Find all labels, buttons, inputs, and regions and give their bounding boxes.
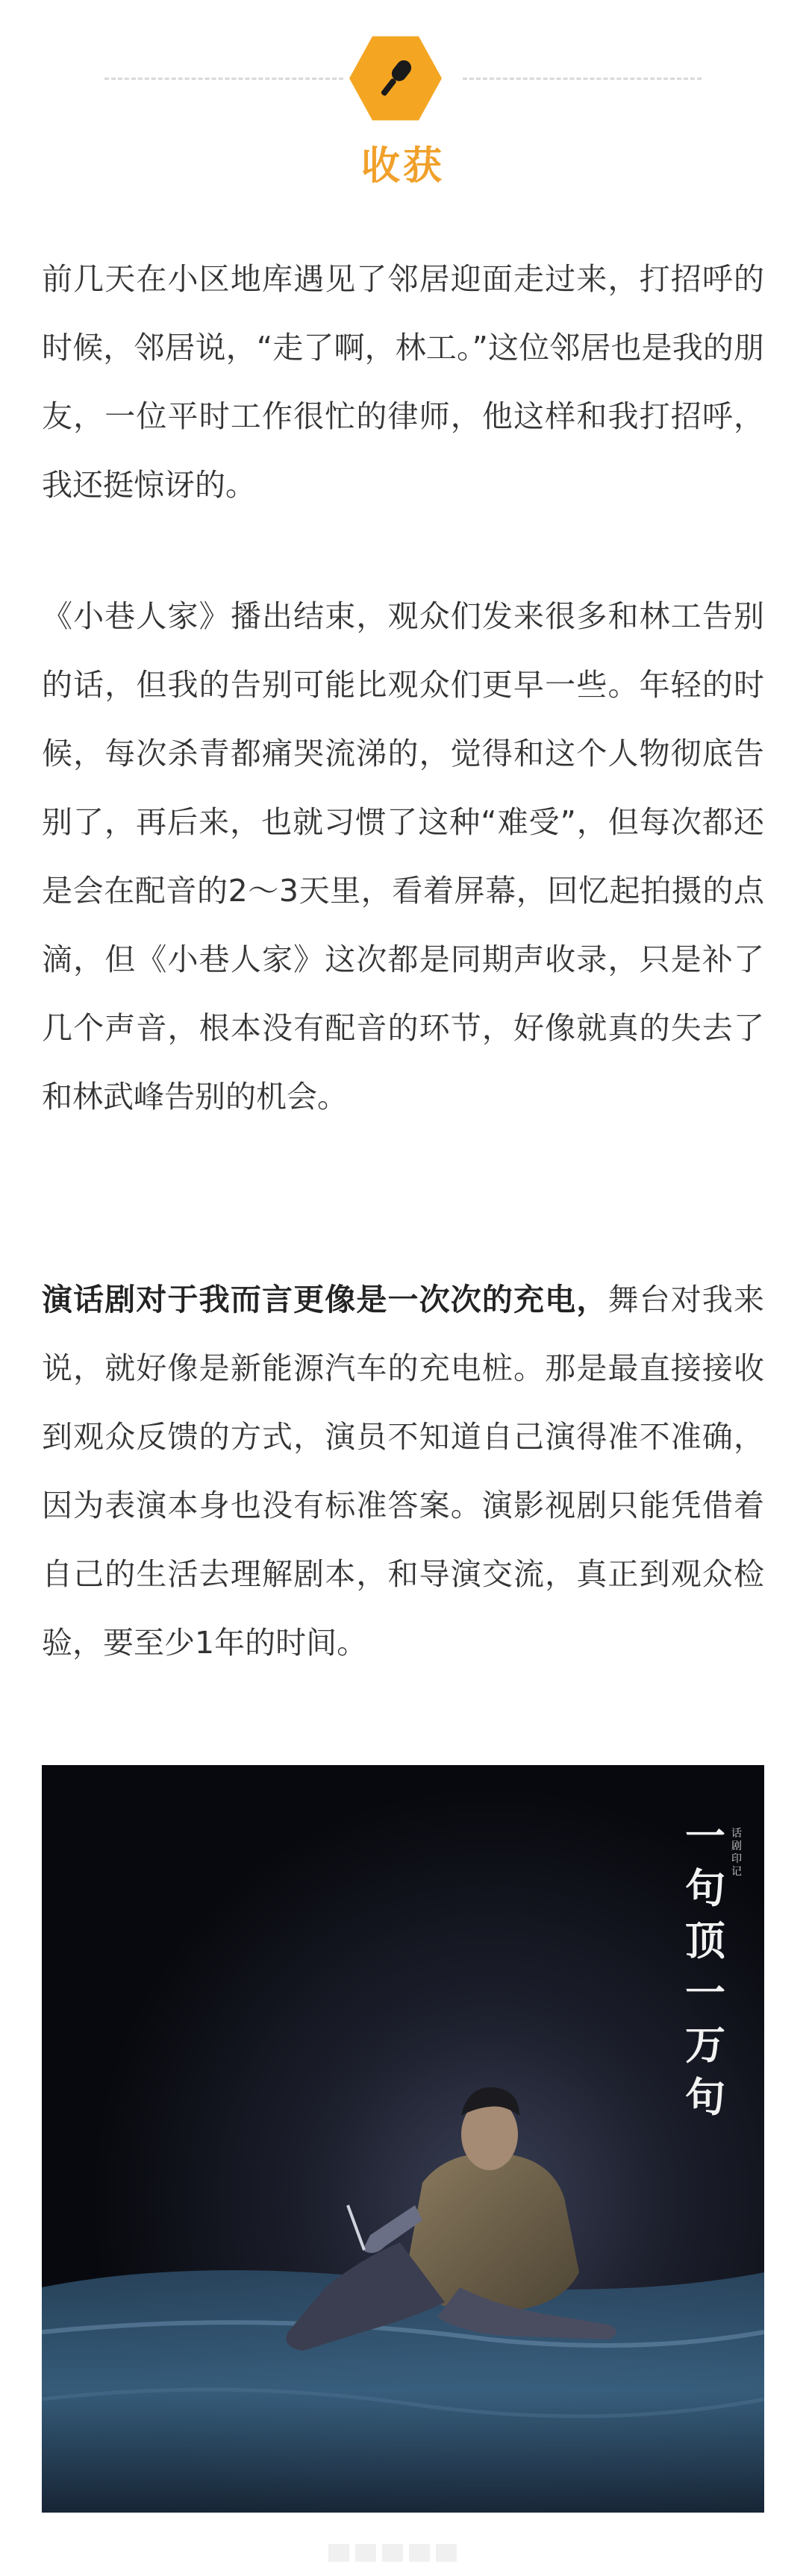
section-title: 收获 xyxy=(360,144,445,189)
play-title-subtitle: 话剧印记 xyxy=(731,1828,742,1878)
stage-scene-image xyxy=(42,1765,764,2513)
paragraph-3-emphasis: 演话剧对于我而言更像是一次次的充电， xyxy=(42,1282,608,1317)
paragraph-3 xyxy=(42,1265,764,1677)
paragraph-2: 《小巷人家》播出结束，观众们发来很多和林工告别的话，但我的告别可能比观众们更早一些。年轻的时候，每次杀青都痛哭流涕的，觉得和这个人物彻底告别了，再后来，也就习惯了这种“难受”，但每次都还是会在配音的2～3天里，看着屏幕，回忆起拍摄的点滴，但《小巷人家》这次都是同期声收录，只是补了几个声音，根本没有配音的环节，好像就真的失去了和林武峰告别的机会。 xyxy=(42,598,764,1115)
divider-right xyxy=(463,78,702,80)
section-badge xyxy=(349,34,442,123)
paragraph-1: 前几天在小区地库遇见了邻居迎面走过来，打招呼的时候，邻居说，“走了啊，林工。”这位邻居也是我的朋友，一位平时工作很忙的律师，他这样和我打招呼，我还挺惊讶的。 xyxy=(42,261,764,503)
microphone-icon xyxy=(372,54,419,102)
divider-left xyxy=(104,78,343,80)
redacted-watermark xyxy=(328,2544,478,2562)
stage-photo[interactable] xyxy=(42,1765,764,2513)
section-header xyxy=(0,0,806,216)
paragraph-3-text: 舞台对我来说，就好像是新能源汽车的充电桩。那是最直接接收到观众反馈的方式，演员不知道自己演得准不准确，因为表演本身也没有标准答案。演影视剧只能凭借着自己的生活去理解剧本，和导演交流，真正到观众检验，要至少1年的时间。 xyxy=(42,1282,764,1661)
play-title-calligraphy: 一句顶一万句 xyxy=(685,1812,725,2121)
